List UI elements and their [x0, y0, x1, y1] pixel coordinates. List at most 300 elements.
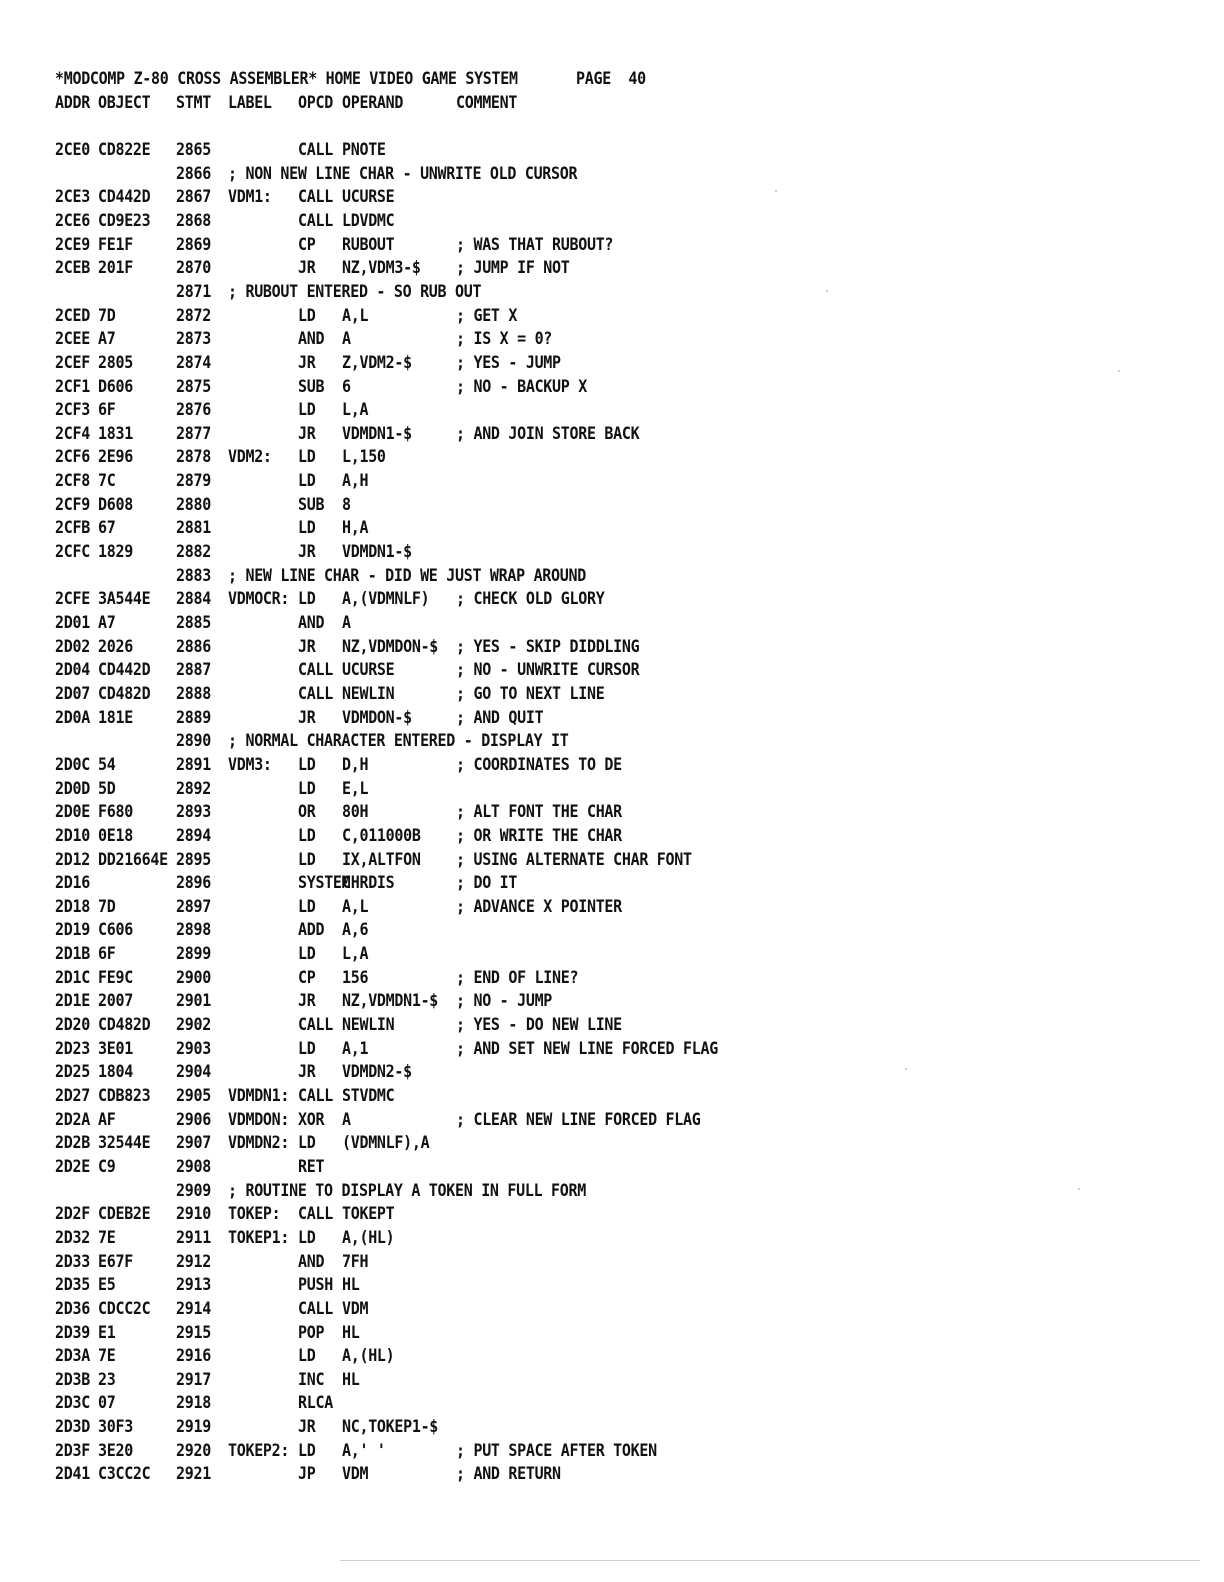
statement-number: 2898 — [176, 919, 211, 940]
listing-row — [0, 1012, 1224, 1037]
comment: ; NO - UNWRITE CURSOR — [456, 659, 640, 680]
object-code: 2007 — [98, 990, 133, 1011]
statement-number: 2866 — [176, 162, 211, 184]
scan-speck — [905, 1068, 907, 1070]
statement-number: 2916 — [176, 1345, 211, 1366]
opcode: CALL — [298, 1085, 333, 1106]
opcode: CALL — [298, 1298, 333, 1319]
object-code: 3E01 — [98, 1037, 133, 1059]
listing-row — [0, 634, 1224, 659]
listing-row — [0, 397, 1224, 422]
address: 2D01 — [55, 612, 90, 633]
opcode: PUSH — [298, 1274, 333, 1295]
operand: NZ,VDMDN1-$ — [342, 990, 439, 1011]
listing-row — [0, 563, 1224, 588]
column-header-operand: OPERAND — [342, 92, 404, 113]
listing-row — [0, 161, 1224, 186]
operand: A,6 — [342, 919, 369, 940]
comment: ; ADVANCE X POINTER — [456, 896, 622, 917]
operand: A — [342, 328, 351, 349]
statement-number: 2868 — [176, 210, 211, 231]
operand: Z,VDM2-$ — [342, 352, 412, 373]
operand: L,150 — [342, 446, 386, 467]
object-code: CDB823 — [98, 1085, 151, 1106]
statement-number: 2903 — [176, 1037, 211, 1059]
operand: VDM — [342, 1298, 369, 1319]
listing-row — [0, 1130, 1224, 1155]
object-code: C606 — [98, 919, 133, 940]
opcode: CALL — [298, 139, 333, 160]
operand: STVDMC — [342, 1085, 395, 1106]
comment-line: ; ROUTINE TO DISPLAY A TOKEN IN FULL FORM — [228, 1179, 586, 1200]
object-code: CDCC2C — [98, 1298, 151, 1319]
opcode: LD — [298, 446, 316, 467]
listing-row — [0, 728, 1224, 753]
object-code: CDEB2E — [98, 1203, 151, 1224]
comment: ; NO - BACKUP X — [456, 375, 587, 396]
address: 2CEF — [55, 352, 90, 373]
opcode: JR — [298, 990, 316, 1011]
opcode: CP — [298, 967, 316, 988]
comment: ; AND SET NEW LINE FORCED FLAG — [456, 1037, 718, 1059]
object-code: E1 — [98, 1321, 116, 1342]
listing-row — [0, 303, 1224, 328]
label: VDMOCR: — [228, 588, 290, 609]
operand: A — [342, 612, 351, 633]
operand: HL — [342, 1369, 360, 1390]
statement-number: 2906 — [176, 1108, 211, 1130]
listing-row — [0, 705, 1224, 730]
address: 2D10 — [55, 825, 90, 846]
address: 2D12 — [55, 848, 90, 869]
label: VDM3: — [228, 754, 272, 775]
address: 2D16 — [55, 872, 90, 893]
opcode: JR — [298, 257, 316, 278]
operand: A,(HL) — [342, 1345, 395, 1366]
opcode: CALL — [298, 210, 333, 231]
object-code: 07 — [98, 1392, 116, 1413]
statement-number: 2878 — [176, 446, 211, 467]
comment: ; YES - SKIP DIDDLING — [456, 635, 640, 656]
listing-row — [0, 965, 1224, 990]
statement-number: 2885 — [176, 612, 211, 633]
statement-number: 2897 — [176, 896, 211, 917]
page-number: PAGE 40 — [576, 68, 646, 89]
listing-row — [0, 1249, 1224, 1274]
comment: ; CLEAR NEW LINE FORCED FLAG — [456, 1108, 701, 1130]
address: 2D04 — [55, 659, 90, 680]
operand: 7FH — [342, 1250, 369, 1271]
address: 2D18 — [55, 896, 90, 917]
object-code: 23 — [98, 1369, 116, 1390]
operand: VDMDN1-$ — [342, 423, 412, 444]
opcode: LD — [298, 517, 316, 538]
column-header-stmt: STMT — [176, 92, 211, 113]
column-header-comment: COMMENT — [456, 92, 518, 113]
opcode: LD — [298, 1345, 316, 1366]
listing-row — [0, 988, 1224, 1013]
address: 2CF3 — [55, 399, 90, 420]
address: 2CE3 — [55, 186, 90, 207]
object-code: 2E96 — [98, 446, 133, 467]
comment-line: ; NORMAL CHARACTER ENTERED - DISPLAY IT — [228, 730, 569, 751]
operand: E,L — [342, 777, 369, 798]
statement-number: 2889 — [176, 706, 211, 727]
comment-line: ; NON NEW LINE CHAR - UNWRITE OLD CURSOR — [228, 162, 578, 184]
opcode: CALL — [298, 186, 333, 207]
bottom-rule — [340, 1560, 1200, 1561]
listing-row — [0, 1178, 1224, 1203]
operand: C,011000B — [342, 825, 421, 846]
opcode: JP — [298, 1463, 316, 1484]
label: VDM1: — [228, 186, 272, 207]
statement-number: 2911 — [176, 1227, 211, 1248]
address: 2D23 — [55, 1037, 90, 1059]
object-code: 7C — [98, 470, 116, 491]
operand: PNOTE — [342, 139, 386, 160]
opcode: JR — [298, 541, 316, 562]
opcode: LD — [298, 943, 316, 964]
statement-number: 2870 — [176, 257, 211, 278]
listing-row — [0, 208, 1224, 233]
statement-number: 2919 — [176, 1416, 211, 1437]
operand: H,A — [342, 517, 369, 538]
listing-row — [0, 1059, 1224, 1084]
listing-row — [0, 1390, 1224, 1415]
object-code: CD442D — [98, 186, 151, 207]
address: 2D0C — [55, 754, 90, 775]
object-code: 32544E — [98, 1132, 151, 1153]
comment: ; ALT FONT THE CHAR — [456, 801, 622, 822]
operand: UCURSE — [342, 659, 395, 680]
opcode: LD — [298, 470, 316, 491]
listing-row — [0, 326, 1224, 351]
object-code: 3A544E — [98, 588, 151, 609]
opcode: XOR — [298, 1108, 325, 1130]
opcode: AND — [298, 612, 325, 633]
comment: ; AND JOIN STORE BACK — [456, 423, 640, 444]
statement-number: 2867 — [176, 186, 211, 207]
address: 2D32 — [55, 1227, 90, 1248]
address: 2D3C — [55, 1392, 90, 1413]
comment: ; AND QUIT — [456, 706, 544, 727]
listing-row — [0, 1296, 1224, 1321]
listing-row — [0, 1438, 1224, 1463]
opcode: LD — [298, 896, 316, 917]
operand: UCURSE — [342, 186, 395, 207]
statement-number: 2865 — [176, 139, 211, 160]
statement-number: 2899 — [176, 943, 211, 964]
statement-number: 2884 — [176, 588, 211, 609]
address: 2CEB — [55, 257, 90, 278]
statement-number: 2904 — [176, 1061, 211, 1082]
comment: ; CHECK OLD GLORY — [456, 588, 605, 609]
opcode: OR — [298, 801, 316, 822]
address: 2D25 — [55, 1061, 90, 1082]
operand: A,' ' — [342, 1440, 386, 1461]
operand: TOKEPT — [342, 1203, 395, 1224]
label: TOKEP2: — [228, 1440, 290, 1461]
opcode: RLCA — [298, 1392, 333, 1413]
object-code: AF — [98, 1108, 116, 1130]
comment: ; GO TO NEXT LINE — [456, 683, 605, 704]
opcode: JR — [298, 1416, 316, 1437]
address: 2CFB — [55, 517, 90, 538]
object-code: 6F — [98, 943, 116, 964]
address: 2CF9 — [55, 494, 90, 515]
comment: ; END OF LINE? — [456, 967, 579, 988]
label: VDMDON: — [228, 1108, 290, 1130]
opcode: LD — [298, 848, 316, 869]
opcode: LD — [298, 1440, 316, 1461]
listing-row — [0, 444, 1224, 469]
object-code: DD21664E — [98, 848, 168, 869]
comment: ; USING ALTERNATE CHAR FONT — [456, 848, 692, 869]
opcode: POP — [298, 1321, 325, 1342]
object-code: 1804 — [98, 1061, 133, 1082]
listing-row — [0, 823, 1224, 848]
operand: A,L — [342, 896, 369, 917]
statement-number: 2908 — [176, 1156, 211, 1177]
object-code: 30F3 — [98, 1416, 133, 1437]
address: 2D1E — [55, 990, 90, 1011]
listing-row — [0, 137, 1224, 162]
listing-row — [0, 941, 1224, 966]
operand: A,(VDMNLF) — [342, 588, 430, 609]
comment: ; PUT SPACE AFTER TOKEN — [456, 1440, 657, 1461]
address: 2D41 — [55, 1463, 90, 1484]
listing-row — [0, 468, 1224, 493]
object-code: C3CC2C — [98, 1463, 151, 1484]
statement-number: 2910 — [176, 1203, 211, 1224]
listing-row — [0, 870, 1224, 895]
scan-speck — [1118, 370, 1120, 372]
object-code: A7 — [98, 612, 116, 633]
address: 2CE6 — [55, 210, 90, 231]
statement-number: 2880 — [176, 494, 211, 515]
address: 2D35 — [55, 1274, 90, 1295]
address: 2D36 — [55, 1298, 90, 1319]
opcode: LD — [298, 304, 316, 325]
opcode: LD — [298, 1132, 316, 1153]
statement-number: 2895 — [176, 848, 211, 869]
address: 2D3B — [55, 1369, 90, 1390]
scan-speck — [775, 190, 777, 192]
listing-row — [0, 1320, 1224, 1345]
object-code: FE1F — [98, 233, 133, 254]
operand: HL — [342, 1321, 360, 1342]
object-code: F680 — [98, 801, 133, 822]
address: 2CF8 — [55, 470, 90, 491]
operand: VDM — [342, 1463, 369, 1484]
statement-number: 2915 — [176, 1321, 211, 1342]
comment: ; NO - JUMP — [456, 990, 553, 1011]
address: 2CF1 — [55, 375, 90, 396]
listing-row — [0, 917, 1224, 942]
opcode: LD — [298, 399, 316, 420]
listing-row — [0, 847, 1224, 872]
object-code: 1831 — [98, 423, 133, 444]
operand: A — [342, 1108, 351, 1130]
address: 2D2B — [55, 1132, 90, 1153]
listing-row — [0, 1036, 1224, 1061]
opcode: JR — [298, 635, 316, 656]
address: 2D39 — [55, 1321, 90, 1342]
operand: A,1 — [342, 1037, 369, 1059]
address: 2D0E — [55, 801, 90, 822]
operand: VDMDN2-$ — [342, 1061, 412, 1082]
operand: NZ,VDM3-$ — [342, 257, 421, 278]
opcode: ADD — [298, 919, 325, 940]
statement-number: 2875 — [176, 375, 211, 396]
object-code: D606 — [98, 375, 133, 396]
operand: A,(HL) — [342, 1227, 395, 1248]
opcode: CALL — [298, 1014, 333, 1035]
address: 2D3A — [55, 1345, 90, 1366]
listing-row — [0, 894, 1224, 919]
page-title: *MODCOMP Z-80 CROSS ASSEMBLER* HOME VIDEO GAME SYSTEM — [55, 68, 518, 89]
opcode: LD — [298, 588, 316, 609]
listing-row — [0, 515, 1224, 540]
object-code: 7D — [98, 304, 116, 325]
address: 2D07 — [55, 683, 90, 704]
statement-number: 2909 — [176, 1179, 211, 1200]
comment-line: ; RUBOUT ENTERED - SO RUB OUT — [228, 281, 482, 302]
statement-number: 2905 — [176, 1085, 211, 1106]
listing-row — [0, 539, 1224, 564]
label: TOKEP1: — [228, 1227, 290, 1248]
statement-number: 2882 — [176, 541, 211, 562]
opcode: JR — [298, 423, 316, 444]
opcode: CALL — [298, 683, 333, 704]
listing-row — [0, 1225, 1224, 1250]
object-code: 3E20 — [98, 1440, 133, 1461]
statement-number: 2892 — [176, 777, 211, 798]
operand: L,A — [342, 943, 369, 964]
address: 2D1B — [55, 943, 90, 964]
statement-number: 2912 — [176, 1250, 211, 1271]
operand: D,H — [342, 754, 369, 775]
object-code: CD9E23 — [98, 210, 151, 231]
opcode: INC — [298, 1369, 325, 1390]
opcode: CP — [298, 233, 316, 254]
statement-number: 2913 — [176, 1274, 211, 1295]
object-code: CD482D — [98, 1014, 151, 1035]
listing-row — [0, 657, 1224, 682]
operand: A,L — [342, 304, 369, 325]
column-header-addr: ADDR — [55, 92, 90, 113]
address: 2CE9 — [55, 233, 90, 254]
address: 2D1C — [55, 967, 90, 988]
statement-number: 2871 — [176, 281, 211, 302]
statement-number: 2918 — [176, 1392, 211, 1413]
object-code: 5D — [98, 777, 116, 798]
object-code: FE9C — [98, 967, 133, 988]
listing-row — [0, 586, 1224, 611]
comment: ; DO IT — [456, 872, 518, 893]
listing-row — [0, 492, 1224, 517]
statement-number: 2883 — [176, 564, 211, 586]
opcode: LD — [298, 825, 316, 846]
statement-number: 2907 — [176, 1132, 211, 1153]
statement-number: 2917 — [176, 1369, 211, 1390]
statement-number: 2877 — [176, 423, 211, 444]
statement-number: 2872 — [176, 304, 211, 325]
listing-row — [0, 421, 1224, 446]
object-code: 67 — [98, 517, 116, 538]
object-code: 0E18 — [98, 825, 133, 846]
opcode: SUB — [298, 494, 325, 515]
address: 2D3D — [55, 1416, 90, 1437]
operand: NEWLIN — [342, 1014, 395, 1035]
operand: A,H — [342, 470, 369, 491]
listing-row — [0, 1154, 1224, 1179]
operand: CHRDIS — [342, 872, 395, 893]
page-header — [0, 66, 1224, 91]
label: VDMDN2: — [228, 1132, 290, 1153]
address: 2CE0 — [55, 139, 90, 160]
operand: NEWLIN — [342, 683, 395, 704]
statement-number: 2881 — [176, 517, 211, 538]
operand: HL — [342, 1274, 360, 1295]
comment: ; WAS THAT RUBOUT? — [456, 233, 614, 254]
opcode: SUB — [298, 375, 325, 396]
object-code: CD442D — [98, 659, 151, 680]
comment-line: ; NEW LINE CHAR - DID WE JUST WRAP AROUND — [228, 564, 586, 586]
statement-number: 2876 — [176, 399, 211, 420]
column-header-opcd: OPCD — [298, 92, 333, 113]
label: VDM2: — [228, 446, 272, 467]
object-code: CD822E — [98, 139, 151, 160]
operand: NZ,VDMDON-$ — [342, 635, 439, 656]
opcode: JR — [298, 706, 316, 727]
operand: 8 — [342, 494, 351, 515]
listing-row — [0, 776, 1224, 801]
object-code: CD482D — [98, 683, 151, 704]
address: 2D33 — [55, 1250, 90, 1271]
comment: ; OR WRITE THE CHAR — [456, 825, 622, 846]
object-code: 181E — [98, 706, 133, 727]
statement-number: 2869 — [176, 233, 211, 254]
address: 2D3F — [55, 1440, 90, 1461]
opcode: RET — [298, 1156, 325, 1177]
opcode: JR — [298, 1061, 316, 1082]
address: 2D19 — [55, 919, 90, 940]
address: 2CF4 — [55, 423, 90, 444]
listing-row — [0, 232, 1224, 257]
operand: RUBOUT — [342, 233, 395, 254]
object-code: 7E — [98, 1227, 116, 1248]
address: 2D0D — [55, 777, 90, 798]
comment: ; JUMP IF NOT — [456, 257, 570, 278]
object-code: E5 — [98, 1274, 116, 1295]
label: TOKEP: — [228, 1203, 281, 1224]
address: 2D20 — [55, 1014, 90, 1035]
listing-row — [0, 1343, 1224, 1368]
statement-number: 2894 — [176, 825, 211, 846]
operand: IX,ALTFON — [342, 848, 421, 869]
opcode: LD — [298, 754, 316, 775]
listing-row — [0, 799, 1224, 824]
object-code: 2805 — [98, 352, 133, 373]
scan-speck — [1078, 1188, 1080, 1190]
statement-number: 2874 — [176, 352, 211, 373]
opcode: AND — [298, 328, 325, 349]
opcode: SYSTEM — [298, 872, 351, 893]
scan-speck — [826, 290, 828, 292]
opcode: CALL — [298, 1203, 333, 1224]
opcode: LD — [298, 1227, 316, 1248]
